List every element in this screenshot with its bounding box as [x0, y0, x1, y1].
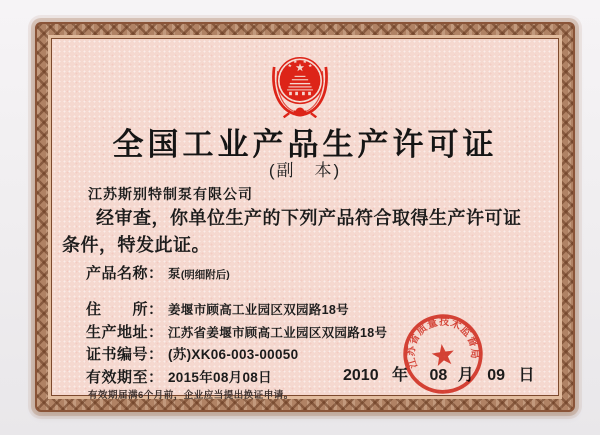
field-product-name	[86, 262, 230, 283]
seal-text: 江苏省质量技术监督局	[406, 316, 480, 370]
field-product-name-value: 泵	[168, 267, 181, 281]
field-product-name-suffix: (明细附后)	[180, 269, 230, 281]
renewal-note: 有效期届满6个月前，企业应当提出换证申请。	[88, 390, 294, 401]
issue-date-day-unit: 日	[518, 367, 535, 384]
issue-date-day: 09	[487, 367, 506, 384]
statement-line-1: 经审查，你单位生产的下列产品符合取得生产许可证	[96, 208, 522, 228]
statement-line-2: 条件，特发此证。	[62, 235, 210, 255]
official-seal-icon	[396, 307, 491, 402]
field-certificate-no-value: (苏)XK06-003-00050	[168, 347, 299, 362]
certificate	[35, 22, 575, 412]
national-emblem-icon	[266, 52, 334, 118]
statement-paragraph	[62, 205, 544, 259]
field-production-address-value: 江苏省姜堰市顾高工业园区双园路18号	[168, 326, 388, 340]
issue-date-month-unit: 月	[457, 367, 474, 384]
field-address	[86, 298, 349, 319]
field-address-value: 姜堰市顾高工业园区双园路18号	[168, 303, 349, 317]
field-certificate-no	[86, 343, 298, 364]
field-valid-until	[86, 366, 272, 387]
field-production-address-label: 生产地址：	[86, 324, 164, 341]
field-product-name-label: 产品名称：	[86, 265, 164, 282]
field-valid-until-label: 有效期至：	[86, 369, 164, 386]
company-name: 江苏斯别特制泵有限公司	[88, 186, 253, 202]
seal-star-icon	[431, 342, 456, 366]
field-address-label: 住 所：	[86, 301, 164, 318]
issue-date-month: 08	[429, 367, 448, 384]
issue-date-year: 2010	[343, 367, 379, 384]
field-valid-until-value: 2015年08月08日	[168, 370, 272, 385]
field-production-address	[86, 321, 387, 342]
field-certificate-no-label: 证书编号：	[86, 346, 164, 363]
certificate-title: 全国工业产品生产许可证	[112, 127, 498, 162]
issue-date-year-unit: 年	[392, 367, 409, 384]
certificate-subtitle: (副 本)	[268, 161, 342, 180]
